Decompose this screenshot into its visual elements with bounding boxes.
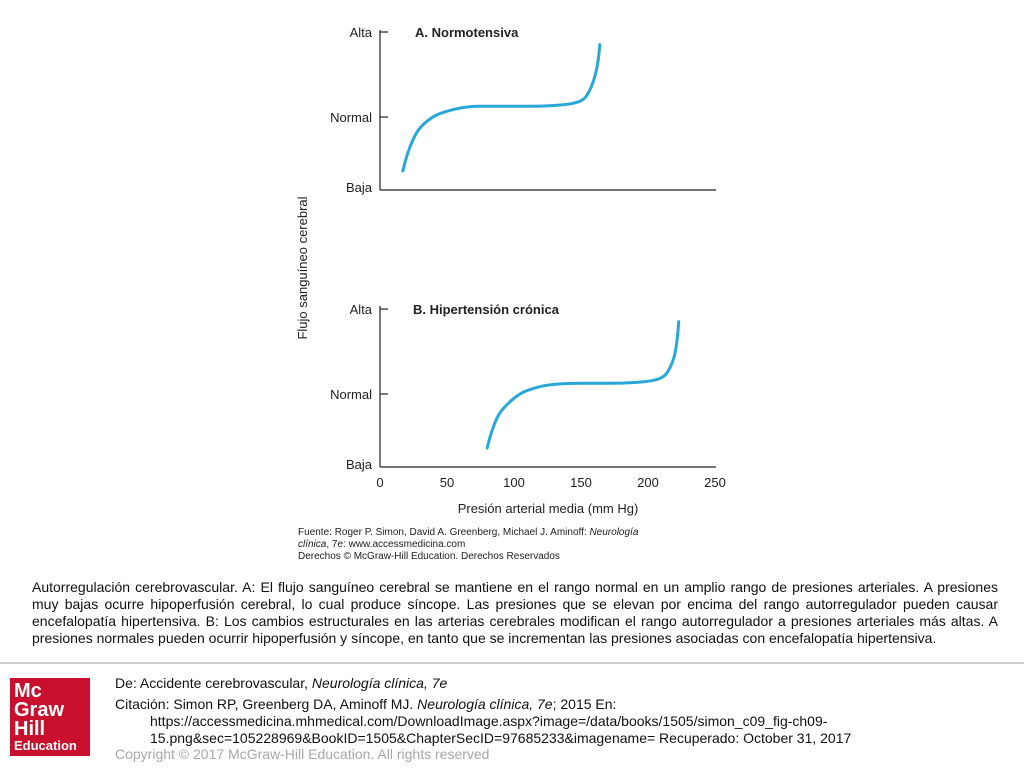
from-book: Neurología clínica, 7e (311, 675, 448, 691)
source-text-3: Derechos © McGraw-Hill Education. Derechos Reservados (298, 551, 560, 562)
mcgraw-hill-logo (10, 678, 90, 756)
footer-divider (0, 662, 1024, 664)
citation-url-1[interactable]: https://accessmedicina.mhmedical.com/DownloadImage.aspx?image=/data/books/1505/simon_c09_fig-ch09- (150, 713, 828, 729)
logo-text-4: Education (14, 738, 77, 753)
panel-a-curve (403, 45, 600, 171)
x-tick-label: 100 (503, 475, 525, 490)
figure-caption: Autorregulación cerebrovascular. A: El flujo sanguíneo cerebral se mantiene en el rango normal en un amplio rango de presiones arteriales. A presiones muy bajas ocurre hipoperfusión cerebral, lo cual produce síncope. Las presiones que se elevan por encima del rango autorregulador pueden causar encefalopatía hipertensiva. B: Los cambios estructurales en las arterias cerebrales modifican el rango autorregulador a presiones arteriales más altas. A presiones normales pueden ocurrir hipoperfusión y síncope, en tanto que se incrementan las presiones asociadas con encefalopatía hipertensiva. (32, 579, 998, 646)
panel-a-level-alta: Alta (349, 25, 372, 40)
x-tick-label: 250 (704, 475, 726, 490)
x-tick-label: 150 (570, 475, 592, 490)
panel-a-level-normal: Normal (330, 110, 372, 125)
logo-text-3: Hill (14, 718, 46, 740)
footer-copyright: Copyright © 2017 McGraw-Hill Education. All rights reserved (115, 746, 490, 762)
source-book-1: Neurología (589, 527, 639, 538)
source-book-2: clínica (298, 539, 327, 550)
panel-b (330, 302, 726, 516)
panel-a-title: A. Normotensiva (415, 25, 519, 40)
citation-url-2[interactable]: 15.png&sec=105228969&BookID=1505&ChapterSecID=97685233&imagename= Recuperado: October 31, 2017 (150, 730, 852, 746)
panel-b-x-ticks (376, 475, 725, 490)
panel-a (330, 25, 716, 195)
source-text-1: Fuente: Roger P. Simon, David A. Greenberg, Michael J. Aminoff: (298, 527, 590, 538)
figure-source (298, 527, 718, 563)
x-axis-label: Presión arterial media (mm Hg) (457, 501, 639, 516)
panel-b-level-baja: Baja (345, 457, 372, 472)
x-tick-label: 200 (637, 475, 659, 490)
citation-prefix: Citación: Simon RP, Greenberg DA, Aminoff MJ. (115, 696, 418, 712)
panel-b-level-normal: Normal (330, 387, 372, 402)
footer-from (115, 675, 447, 692)
x-tick-label: 0 (376, 475, 384, 490)
panel-b-title: B. Hipertensión crónica (413, 302, 559, 317)
footer-citation (115, 696, 616, 713)
citation-year: ; 2015 En: (552, 696, 617, 712)
citation-book: Neurología clínica, 7e (417, 696, 553, 712)
panel-b-curve (487, 322, 679, 448)
logo-text-1: Mc (14, 680, 42, 702)
source-text-2: , 7e: www.accessmedicina.com (326, 539, 466, 550)
panel-a-level-baja: Baja (345, 180, 372, 195)
from-prefix: De: Accidente cerebrovascular, (115, 675, 312, 691)
panel-b-level-alta: Alta (349, 302, 372, 317)
x-tick-label: 50 (439, 475, 455, 490)
logo-text-2: Graw (14, 699, 65, 721)
y-axis-label: Flujo sanguíneo cerebral (295, 196, 310, 340)
